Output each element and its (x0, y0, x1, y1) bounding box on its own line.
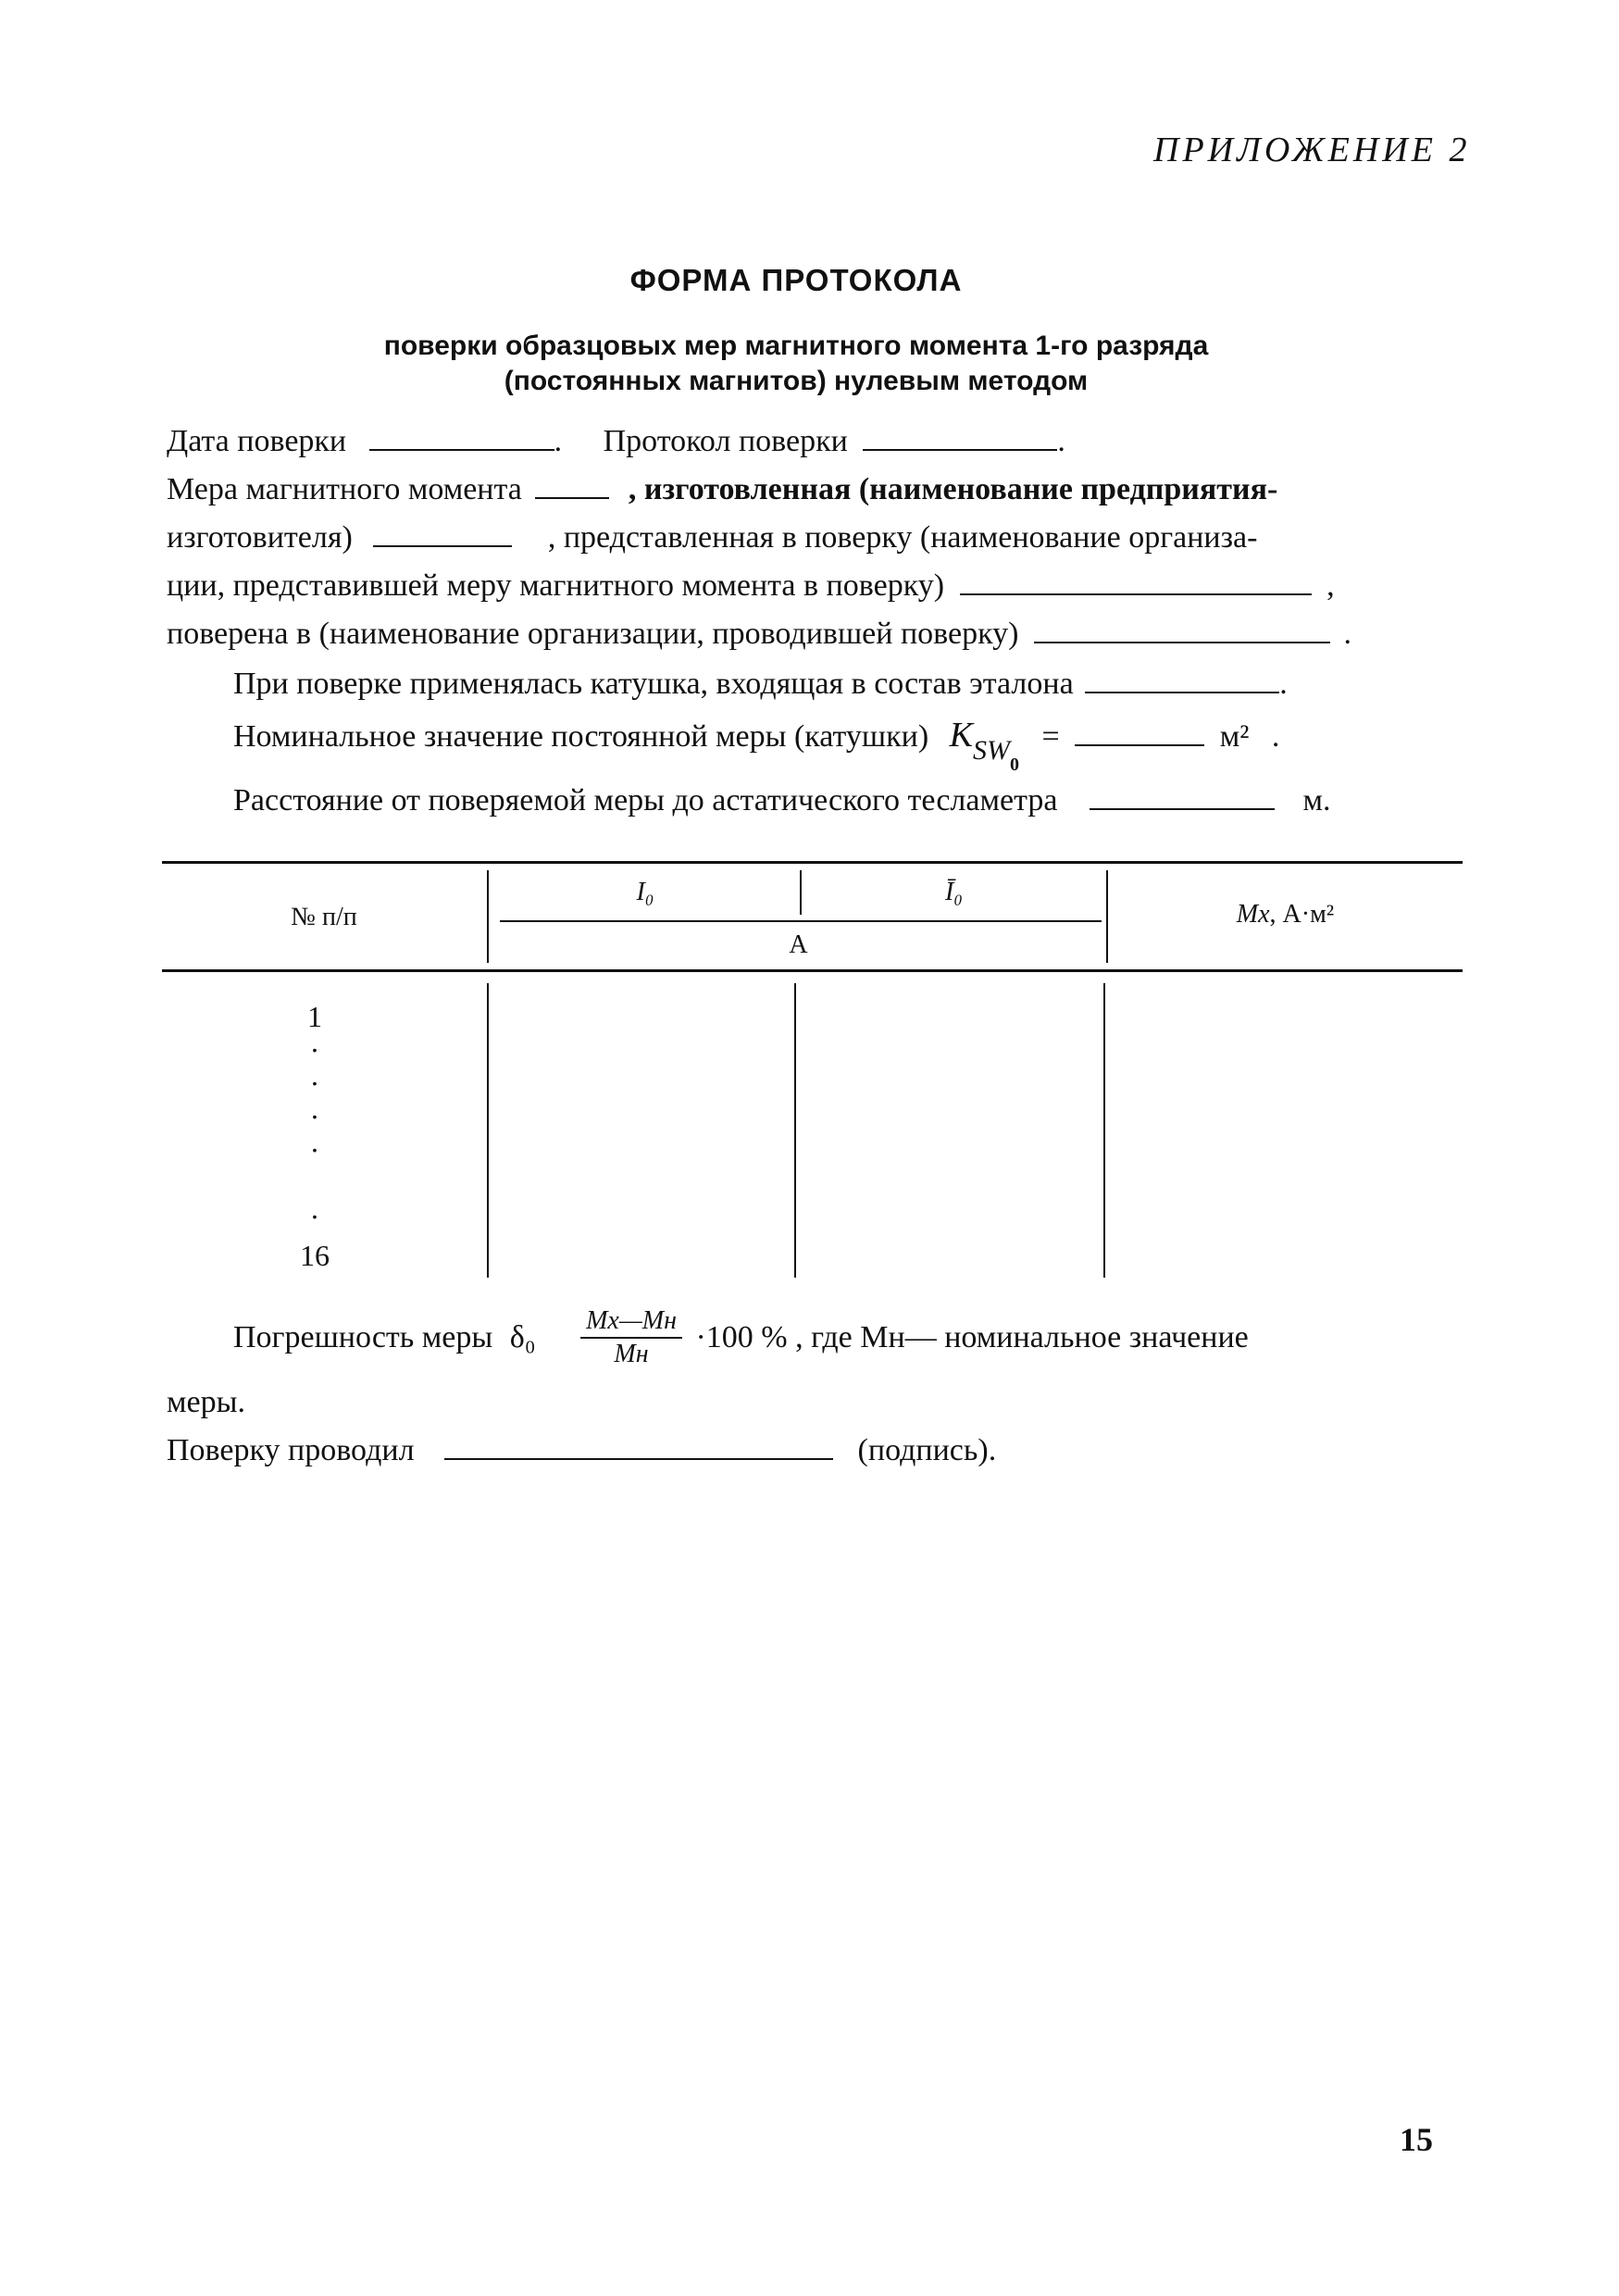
error-fraction (580, 1305, 682, 1370)
distance-unit: м. (1302, 783, 1331, 817)
signature-field[interactable] (444, 1449, 833, 1460)
date-field[interactable] (369, 440, 554, 451)
distance-line (233, 783, 1529, 818)
nominal-unit: м² (1219, 719, 1250, 754)
measure-line (167, 472, 1463, 507)
measure-label: Мера магнитного момента (167, 472, 522, 506)
submitting-org-line (167, 568, 1463, 604)
table-row: 1 (307, 1000, 322, 1033)
nominal-end: . (1271, 719, 1280, 754)
col-i0-mean-header: Ī₀ (944, 878, 964, 906)
submitting-org-end: , (1326, 568, 1335, 603)
fraction-denominator: Mн (614, 1340, 649, 1368)
table-body-divider-3 (1103, 983, 1105, 1278)
coil-line (233, 667, 1529, 702)
table-top-rule (162, 861, 1463, 864)
table-row: · (309, 1033, 320, 1067)
nominal-line (233, 715, 1529, 775)
table-header-rule (162, 969, 1463, 972)
table-divider-1-header (487, 870, 489, 963)
date-separator: . (554, 424, 563, 458)
protocol-end: . (1057, 424, 1065, 458)
signature-line (167, 1433, 1463, 1468)
distance-label: Расстояние от поверяемой меры до астатического тесламетра (233, 783, 1058, 817)
distance-field[interactable] (1090, 799, 1275, 810)
table-body-divider-1 (487, 983, 489, 1278)
fraction-numerator: Mx—Mн (580, 1305, 682, 1339)
nominal-symbol: K (949, 716, 973, 755)
nominal-label: Номинальное значение постоянной меры (катушки) (233, 719, 929, 754)
table-row: · (309, 1100, 320, 1133)
col-mx-header (1108, 900, 1463, 930)
nominal-field[interactable] (1075, 735, 1204, 746)
manufactured-label: , изготовленная (наименование предприятия- (628, 472, 1278, 506)
nominal-subscript: SW (973, 735, 1010, 766)
verified-field[interactable] (1034, 632, 1330, 643)
manufacturer-field[interactable] (373, 536, 512, 547)
table-row: 16 (300, 1239, 330, 1272)
table-row: · (309, 1200, 320, 1233)
date-label: Дата поверки (167, 424, 347, 458)
table-body-divider-2 (794, 983, 796, 1278)
col-number-header: № п/п (291, 903, 357, 931)
submitting-org-label: ции, представившей меру магнитного момента в поверку) (167, 568, 945, 603)
verified-line (167, 617, 1463, 652)
col-unit-header: А (789, 930, 808, 959)
appendix-label: ПРИЛОЖЕНИЕ 2 (1153, 131, 1471, 169)
error-where: , где Mн— номинальное значение (795, 1320, 1249, 1354)
col-i0-header: I₀ (636, 878, 654, 906)
col-mx-unit: , А·м² (1269, 900, 1335, 929)
error-multiplier: ·100 % (695, 1320, 788, 1354)
error-symbol: δ₀ (509, 1320, 536, 1354)
submitted-label: , представленная в поверку (наименование организа- (547, 520, 1258, 555)
error-label: Погрешность меры (233, 1320, 493, 1354)
form-subtitle-line-2: (постоянных магнитов) нулевым методом (504, 366, 1089, 396)
manufacturer-label: изготовителя) (167, 520, 353, 555)
table-row: · (309, 1067, 320, 1100)
coil-label: При поверке применялась катушка, входящая в состав эталона (233, 667, 1074, 701)
date-protocol-line (167, 424, 1463, 459)
submitting-org-field[interactable] (960, 584, 1312, 595)
measure-field[interactable] (535, 488, 609, 499)
coil-end: . (1279, 667, 1288, 701)
col-mx-symbol: Mx (1236, 900, 1270, 929)
verified-end: . (1343, 617, 1351, 651)
protocol-label: Протокол поверки (603, 424, 848, 458)
signature-end: (подпись). (857, 1433, 997, 1467)
form-title: ФОРМА ПРОТОКОЛА (629, 263, 963, 297)
signature-label: Поверку проводил (167, 1433, 415, 1467)
nominal-equals: = (1041, 719, 1060, 754)
error-formula-cont: меры. (167, 1385, 245, 1419)
page-number: 15 (1400, 2121, 1433, 2158)
table-row: · (309, 1133, 320, 1167)
coil-field[interactable] (1085, 682, 1279, 693)
table-group-rule (500, 920, 1102, 922)
nominal-subscript-2: 0 (1010, 755, 1019, 775)
verified-label: поверена в (наименование организации, проводившей поверку) (167, 617, 1019, 651)
error-formula-line (233, 1305, 1529, 1370)
manufacturer-line (167, 520, 1463, 555)
protocol-field[interactable] (863, 440, 1057, 451)
form-subtitle-line-1: поверки образцовых мер магнитного момента 1-го разряда (383, 331, 1209, 361)
